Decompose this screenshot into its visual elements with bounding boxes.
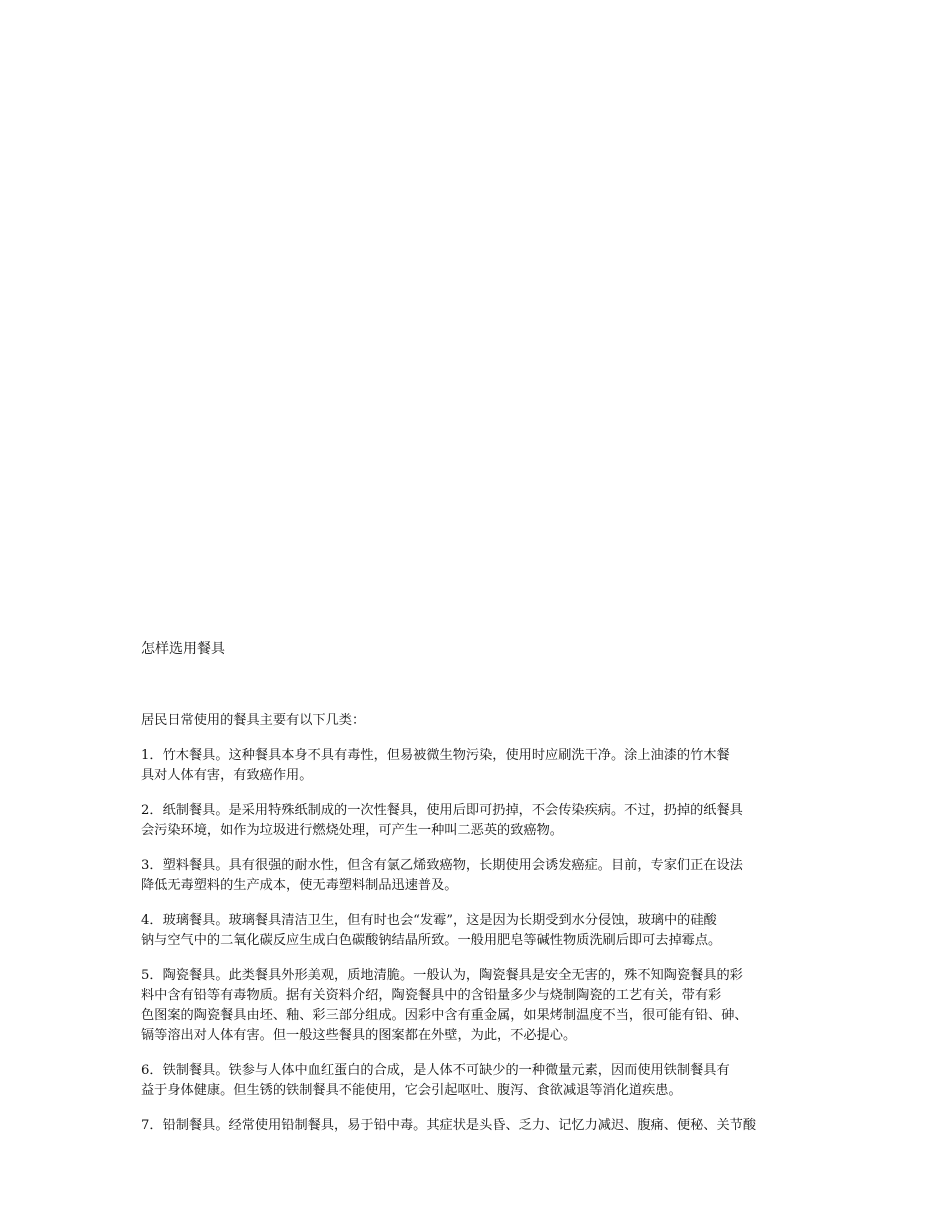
paragraph-line: 会污染环境，如作为垃圾进行燃烧处理，可产生一种叫二恶英的致癌物。 bbox=[141, 823, 563, 838]
paragraph-line: 3．塑料餐具。具有很强的耐水性，但含有氯乙烯致癌物，长期使用会诱发癌症。目前，专家们正在设法 bbox=[141, 858, 743, 873]
paragraph-line: 5．陶瓷餐具。此类餐具外形美观，质地清脆。一般认为，陶瓷餐具是安全无害的，殊不知陶瓷餐具的彩 bbox=[141, 968, 743, 983]
paragraph-line: 7．铅制餐具。经常使用铅制餐具，易于铅中毒。其症状是头昏、乏力、记忆力减迟、腹痛、便秘、关节酸 bbox=[141, 1118, 757, 1133]
document-title: 怎样选用餐具 bbox=[141, 641, 225, 657]
paragraph-line: 色图案的陶瓷餐具由坯、釉、彩三部分组成。因彩中含有重金属，如果烤制温度不当，很可能有铅、砷、 bbox=[141, 1008, 748, 1023]
paragraph-paper bbox=[141, 801, 813, 841]
paragraph-ceramic bbox=[141, 966, 813, 1046]
paragraph-line: 6．铁制餐具。铁参与人体中血红蛋白的合成，是人体不可缺少的一种微量元素，因而使用铁制餐具有 bbox=[141, 1063, 730, 1078]
paragraph-line: 1．竹木餐具。这种餐具本身不具有毒性，但易被微生物污染，使用时应刷洗干净。涂上油漆的竹木餐 bbox=[141, 748, 730, 763]
intro-line: 居民日常使用的餐具主要有以下几类： bbox=[141, 713, 366, 728]
paragraph-glass bbox=[141, 911, 813, 951]
paragraph-line: 钠与空气中的二氧化碳反应生成白色碳酸钠结晶所致。一般用肥皂等碱性物质洗刷后即可去掉霉点。 bbox=[141, 933, 722, 948]
paragraph-line: 料中含有铅等有毒物质。据有关资料介绍，陶瓷餐具中的含铅量多少与烧制陶瓷的工艺有关，带有彩 bbox=[141, 988, 722, 1003]
paragraph-line: 益于身体健康。但生锈的铁制餐具不能使用，它会引起呕吐、腹泻、食欲减退等消化道疾患。 bbox=[141, 1083, 682, 1098]
paragraph-line: 降低无毒塑料的生产成本，使无毒塑料制品迅速普及。 bbox=[141, 878, 458, 893]
intro-paragraph bbox=[141, 711, 813, 731]
paragraph-plastic bbox=[141, 856, 813, 896]
paragraph-line: 2．纸制餐具。是采用特殊纸制成的一次性餐具，使用后即可扔掉，不会传染疾病。不过，扔掉的纸餐具 bbox=[141, 803, 743, 818]
paragraph-line: 具对人体有害，有致癌作用。 bbox=[141, 768, 313, 783]
paragraph-bamboo-wood bbox=[141, 746, 813, 786]
paragraph-line: 4．玻璃餐具。玻璃餐具清洁卫生，但有时也会“发霉”，这是因为长期受到水分侵蚀，玻璃中的硅酸 bbox=[141, 913, 717, 928]
paragraph-iron bbox=[141, 1061, 813, 1101]
document-body bbox=[141, 711, 813, 1151]
paragraph-lead bbox=[141, 1116, 813, 1136]
paragraph-line: 镉等溶出对人体有害。但一般这些餐具的图案都在外壁，为此，不必提心。 bbox=[141, 1028, 577, 1043]
